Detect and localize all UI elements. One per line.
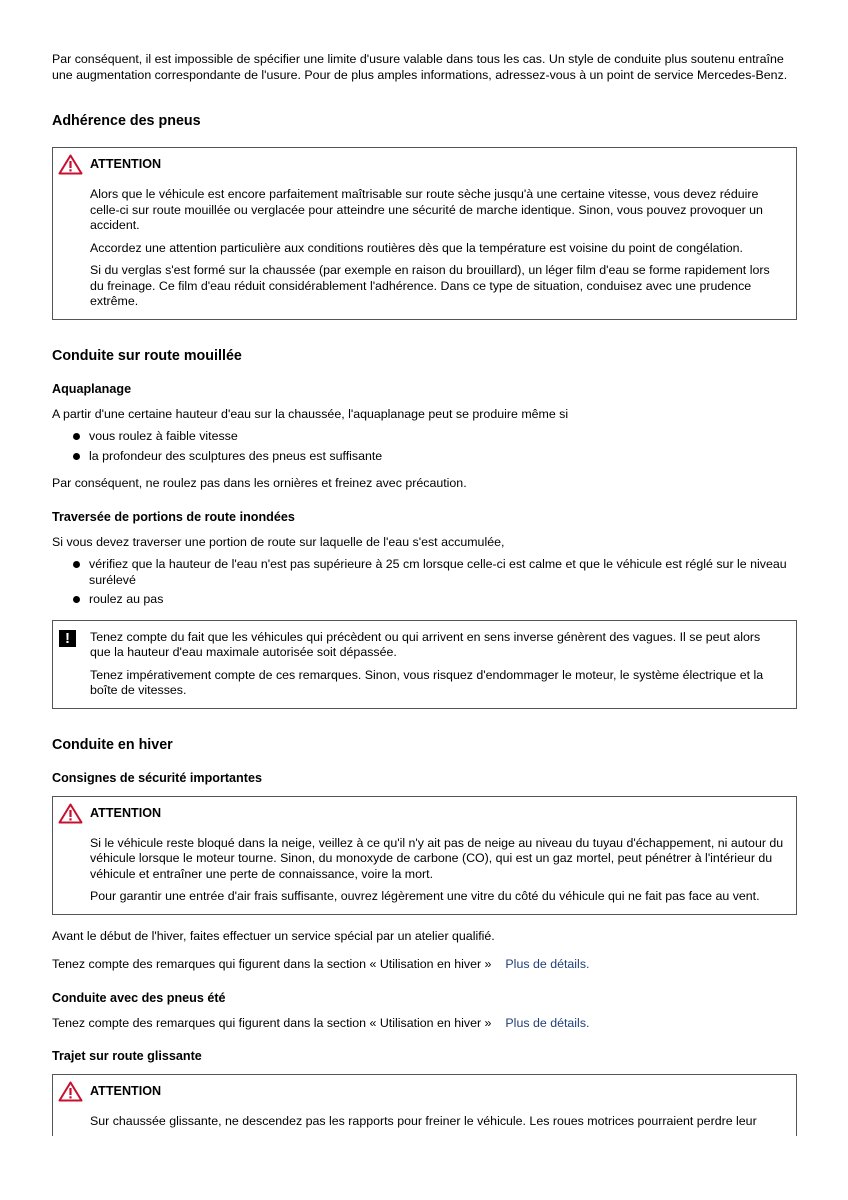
warning-box-adherence [52,147,797,320]
intro-paragraph: Par conséquent, il est impossible de spécifier une limite d'usure valable dans tous les cas. Un style de conduite plus soutenu entraîne une augmentation correspondante de l'usure. Pour de plus amples informations, adressez-vous à un point de service Mercedes-Benz. [52,52,788,82]
exclamation-icon: ! [59,630,76,647]
warning-paragraph: Accordez une attention particulière aux conditions routières dès que la température est voisine du point de congélation. [90,240,743,255]
link-suffix: . [586,957,590,971]
body-paragraph: Avant le début de l'hiver, faites effectuer un service spécial par un atelier qualifié. [52,928,495,943]
warning-paragraph: Si le véhicule reste bloqué dans la neige, veillez à ce qu'il n'y ait pas de neige au niveau du tuyau d'échappement, ni autour du véhicule lorsque le moteur tourne. Sinon, du monoxyde de carbone (CO), qui est un gaz mortel, peut pénétrer à l'intérieur du véhicule et entraîner une perte de connaissance, voire la mort. [90,835,784,881]
bullet-list-flooded [52,557,797,608]
link-text[interactable]: Plus de détails [505,957,587,971]
subheading-summer-tyres: Conduite avec des pneus été [52,990,226,1005]
section-heading-winter: Conduite en hiver [52,736,173,753]
warning-box-slippery [52,1074,797,1136]
bullet-icon [73,596,80,603]
warning-paragraph: Sur chaussée glissante, ne descendez pas les rapports pour freiner le véhicule. Les roues motrices pourraient perdre leur [90,1114,757,1128]
subheading-flooded-road: Traversée de portions de route inondées [52,509,295,524]
list-item [52,449,797,465]
more-details-link[interactable] [505,957,589,971]
note-box-flooded [52,620,797,709]
warning-title: ATTENTION [90,1084,162,1098]
bullet-icon [73,561,80,568]
list-item [52,429,797,445]
bullet-icon [73,433,80,440]
body-paragraph: Si vous devez traverser une portion de route sur laquelle de l'eau s'est accumulée, [52,534,505,549]
warning-box-winter [52,796,797,915]
document-page [52,52,797,1164]
body-paragraph [52,1016,797,1032]
note-paragraph: Tenez impérativement compte de ces remarques. Sinon, vous risquez d'endommager le moteur, le système électrique et la boîte de vitesses. [90,667,764,697]
warning-paragraph: Alors que le véhicule est encore parfaitement maîtrisable sur route sèche jusqu'à une certaine vitesse, vous devez réduire celle-ci sur route mouillée ou verglacée pour atteindre une sécurité de marche identique. Sinon, vous pouvez provoquer un accident. [90,187,763,232]
link-text[interactable]: Plus de détails [505,1015,587,1030]
warning-paragraph: Pour garantir une entrée d'air frais suffisante, ouvrez légèrement une vitre du côté du véhicule qui ne fait pas face au vent. [90,889,760,903]
warning-title: ATTENTION [90,157,162,171]
warning-triangle-icon [58,803,83,824]
bullet-icon [73,453,80,460]
body-text: Tenez compte des remarques qui figurent dans la section « Utilisation en hiver » [52,1015,492,1030]
link-suffix: . [586,1015,590,1030]
body-paragraph: Par conséquent, ne roulez pas dans les ornières et freinez avec précaution. [52,476,467,490]
list-item-text: vérifiez que la hauteur de l'eau n'est pas supérieure à 25 cm lorsque celle-ci est calme et que le véhicule est réglé sur le niveau surélevé [89,557,787,587]
list-item-text: la profondeur des sculptures des pneus est suffisante [89,448,383,463]
body-text: Tenez compte des remarques qui figurent dans la section « Utilisation en hiver » [52,957,492,971]
warning-triangle-icon [58,1081,83,1102]
list-item-text: vous roulez à faible vitesse [89,429,238,443]
subheading-safety: Consignes de sécurité importantes [52,770,262,785]
warning-title: ATTENTION [90,805,162,820]
list-item [52,557,797,588]
note-paragraph: Tenez compte du fait que les véhicules qui précèdent ou qui arrivent en sens inverse génèrent des vagues. Il se peut alors que la hauteur d'eau maximale autorisée soit dépassée. [90,629,761,659]
body-paragraph: A partir d'une certaine hauteur d'eau sur la chaussée, l'aquaplanage peut se produire même si [52,406,569,421]
body-paragraph [52,957,797,973]
subheading-aquaplaning: Aquaplanage [52,381,132,396]
list-item [52,592,797,608]
section-heading-wet-road: Conduite sur route mouillée [52,347,242,364]
more-details-link[interactable] [505,1016,589,1030]
list-item-text: roulez au pas [89,592,164,606]
bullet-list-aquaplaning [52,429,797,464]
subheading-slippery-road: Trajet sur route glissante [52,1049,202,1063]
warning-paragraph: Si du verglas s'est formé sur la chaussée (par exemple en raison du brouillard), un léger film d'eau se forme rapidement lors du freinage. Ce film d'eau réduit considérablement l'adhérence. Dans ce type de situation, conduisez avec une prudence extrême. [90,263,770,308]
section-heading-adherence: Adhérence des pneus [52,113,201,129]
warning-triangle-icon [58,154,83,175]
